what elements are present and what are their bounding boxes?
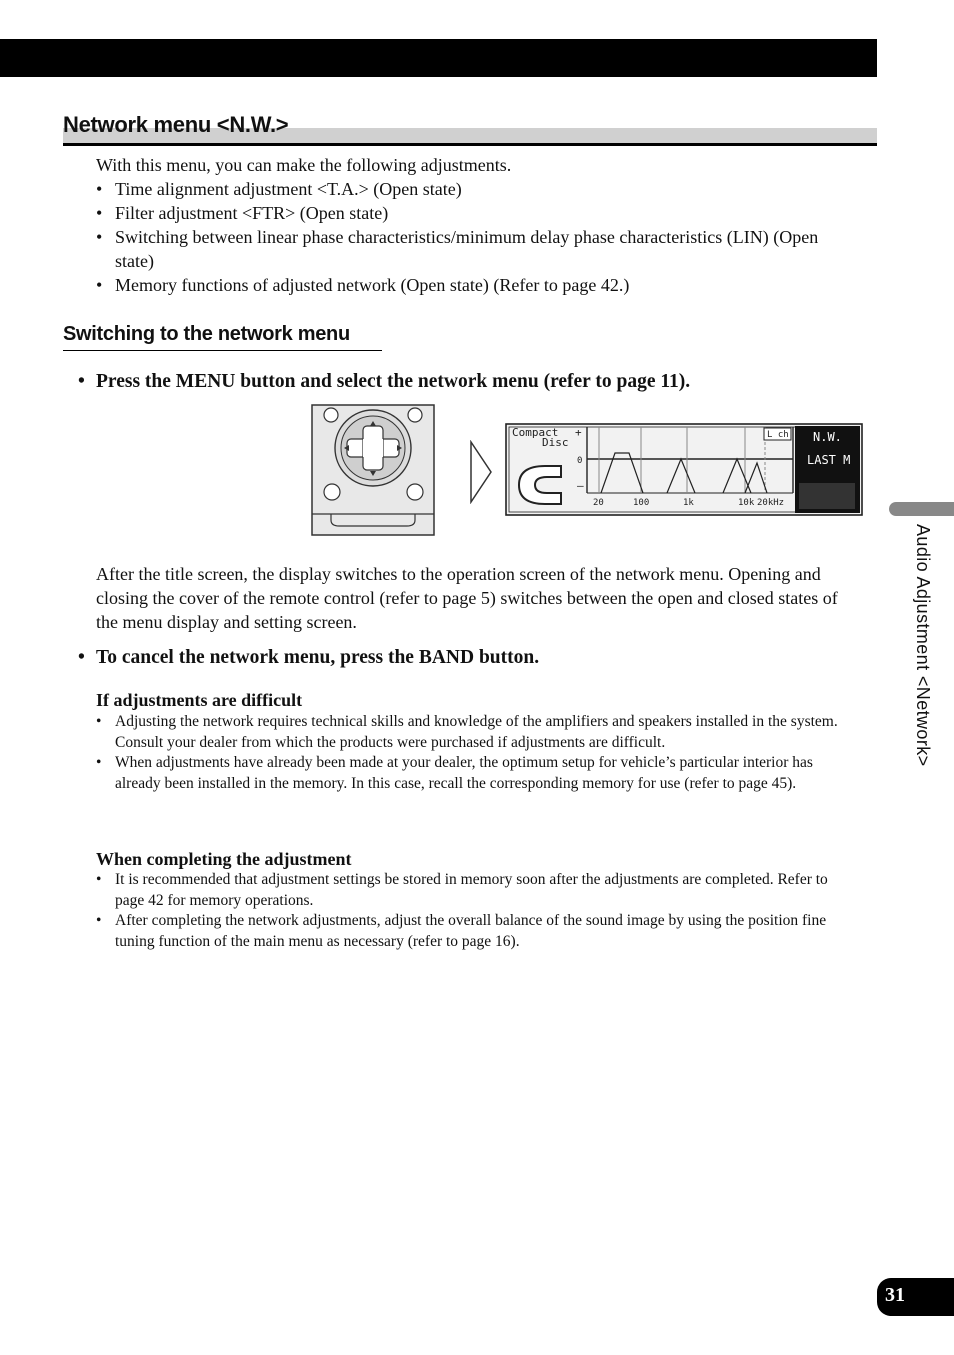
list-item: • Memory functions of adjusted network (Open state) (Refer to page 42.)	[96, 273, 836, 297]
level-plus-label: +	[575, 426, 582, 439]
menu-label: N.W.	[813, 430, 842, 444]
level-minus-label: –	[577, 479, 584, 492]
page-number: 31	[885, 1284, 905, 1306]
intro-text: With this menu, you can make the following adjustments.	[96, 155, 512, 175]
freq-label: 20	[593, 498, 604, 508]
list-item: • Time alignment adjustment <T.A.> (Open state)	[96, 177, 836, 201]
feature-list	[96, 177, 836, 297]
note-list-difficult	[96, 712, 844, 794]
note-heading-difficult: If adjustments are difficult	[96, 690, 303, 710]
network-display-illustration	[505, 423, 869, 517]
list-item: • Filter adjustment <FTR> (Open state)	[96, 201, 836, 225]
note-heading-completing: When completing the adjustment	[96, 849, 352, 869]
memory-label: LAST M	[807, 453, 851, 467]
source-label-2: Disc	[542, 436, 569, 449]
list-item: • Adjusting the network requires technical skills and knowledge of the amplifiers and speakers installed in the system. Consult your dealer from which the products were purchased if adjustments are difficult.	[96, 712, 844, 753]
freq-label: 10k	[738, 498, 755, 508]
arrow-right-icon	[469, 440, 493, 504]
remote-control-illustration	[311, 404, 435, 536]
freq-label: 100	[633, 498, 650, 508]
list-item: • When adjustments have already been made at your dealer, the optimum setup for vehicle’s particular interior has already been installed in the memory. In this case, recall the corresponding memory for use (refer to page 45).	[96, 753, 844, 794]
source-label: Compact	[512, 426, 559, 439]
freq-label: 1k	[683, 498, 694, 508]
level-zero-label: 0	[577, 456, 583, 466]
list-item: • Switching between linear phase characteristics/minimum delay phase characteristics (LIN) (Open state)	[96, 225, 836, 273]
subsection-heading: Switching to the network menu	[63, 323, 382, 351]
section-heading	[63, 110, 877, 146]
channel-label: L ch	[767, 430, 789, 440]
header-bar	[0, 39, 877, 77]
side-tab-marker	[889, 502, 954, 516]
note-list-completing	[96, 870, 844, 952]
freq-label: 20kHz	[757, 498, 785, 508]
after-title-text: After the title screen, the display switches to the operation screen of the network menu. Opening and closing the cover of the remote control (refer to page 5) switches between the open and closed states of the menu display and setting screen.	[96, 564, 838, 632]
list-item: • It is recommended that adjustment settings be stored in memory soon after the adjustments are completed. Refer to page 42 for memory operations.	[96, 870, 844, 911]
list-item: • After completing the network adjustments, adjust the overall balance of the sound image by using the position fine tuning function of the main menu as necessary (refer to page 16).	[96, 911, 844, 952]
side-tab-label: Audio Adjustment <Network>	[913, 524, 933, 767]
page-title: Network menu <N.W.>	[63, 112, 289, 137]
